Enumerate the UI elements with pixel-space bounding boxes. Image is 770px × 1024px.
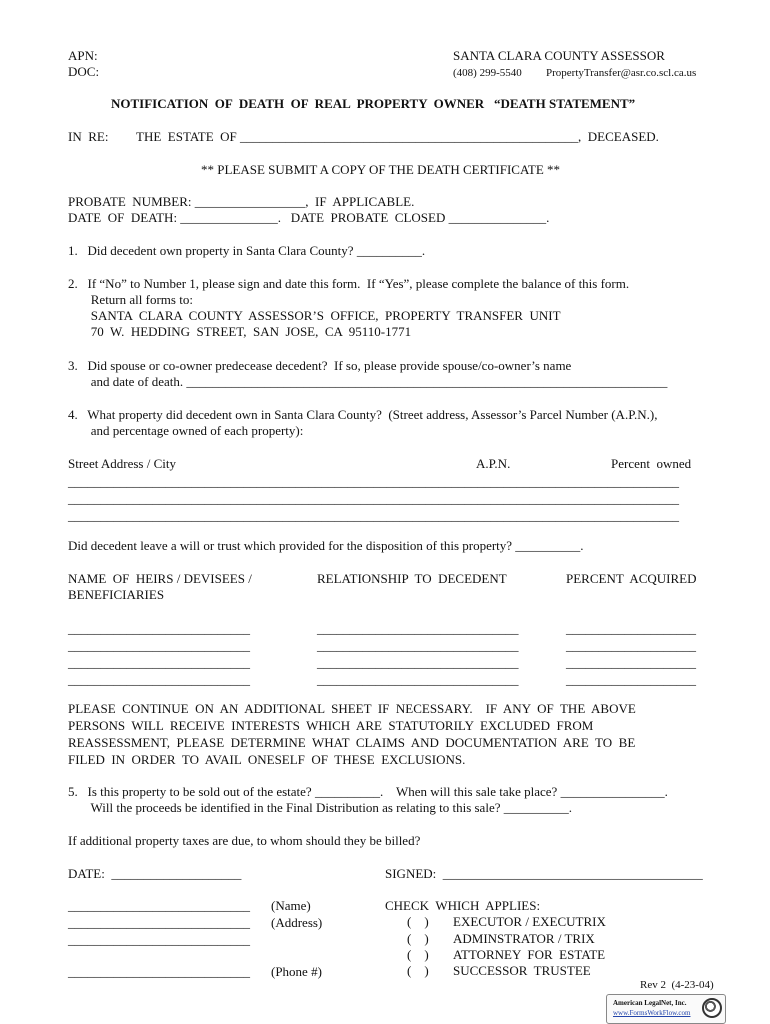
in-re-label: IN RE: bbox=[68, 129, 109, 144]
heir-name-line[interactable]: ____________________________ bbox=[68, 655, 250, 670]
phone-label: (Phone #) bbox=[271, 964, 322, 979]
property-row-line[interactable]: ______________________________________________________________________________________________ bbox=[68, 491, 679, 506]
phone-line[interactable]: ____________________________ bbox=[68, 964, 250, 979]
page-title: NOTIFICATION OF DEATH OF REAL PROPERTY OWNER “DEATH STATEMENT” bbox=[111, 96, 636, 111]
date-field[interactable]: DATE: ____________________ bbox=[68, 866, 242, 881]
checkbox-attorney[interactable]: ( ) bbox=[407, 947, 429, 962]
logo-company: American LegalNet, Inc. bbox=[613, 999, 687, 1007]
option-executor: EXECUTOR / EXECUTRIX bbox=[453, 914, 606, 929]
checkbox-administrator[interactable]: ( ) bbox=[407, 931, 429, 946]
heir-relationship-line[interactable]: _______________________________ bbox=[317, 621, 519, 636]
question-2-line-3: SANTA CLARA COUNTY ASSESSOR’S OFFICE, PROPERTY TRANSFER UNIT bbox=[68, 308, 561, 323]
check-which-applies-title: CHECK WHICH APPLIES: bbox=[385, 898, 541, 913]
american-legalnet-logo bbox=[606, 994, 726, 1024]
col-street-address: Street Address / City bbox=[68, 456, 176, 471]
question-2-line-4: 70 W. HEDDING STREET, SAN JOSE, CA 95110-1771 bbox=[68, 324, 412, 339]
checkbox-successor-trustee[interactable]: ( ) bbox=[407, 963, 429, 978]
name-line[interactable]: ____________________________ bbox=[68, 898, 250, 913]
revision-label: Rev 2 (4-23-04) bbox=[640, 979, 714, 991]
heir-name-line[interactable]: ____________________________ bbox=[68, 672, 250, 687]
question-5-line-1[interactable]: 5. Is this property to be sold out of the estate? __________. When will this sale take place? ________________. bbox=[68, 784, 668, 799]
heir-relationship-line[interactable]: _______________________________ bbox=[317, 655, 519, 670]
heir-name-line[interactable]: ____________________________ bbox=[68, 638, 250, 653]
doc-label: DOC: bbox=[68, 64, 100, 79]
exclusion-notice-2: PERSONS WILL RECEIVE INTERESTS WHICH ARE STATUTORILY EXCLUDED FROM bbox=[68, 718, 594, 733]
question-1[interactable]: 1. Did decedent own property in Santa Clara County? __________. bbox=[68, 243, 426, 258]
globe-icon bbox=[702, 998, 722, 1018]
question-4-line-2: and percentage owned of each property): bbox=[68, 423, 304, 438]
address-line-2[interactable]: ____________________________ bbox=[68, 932, 250, 947]
exclusion-notice-4: FILED IN ORDER TO AVAIL ONESELF OF THESE EXCLUSIONS. bbox=[68, 752, 466, 767]
question-4-line-1: 4. What property did decedent own in Santa Clara County? (Street address, Assessor’s Parcel Number (A.P.N.), bbox=[68, 407, 658, 422]
signed-field[interactable]: SIGNED: ________________________________________ bbox=[385, 866, 703, 881]
question-5-line-2[interactable]: Will the proceeds be identified in the Final Distribution as relating to this sale? __________. bbox=[68, 800, 572, 815]
probate-number-line[interactable]: PROBATE NUMBER: _________________, IF APPLICABLE. bbox=[68, 194, 415, 209]
logo-link[interactable]: www.FormsWorkFlow.com bbox=[613, 1009, 691, 1017]
option-successor-trustee: SUCCESSOR TRUSTEE bbox=[453, 963, 591, 978]
will-trust-question[interactable]: Did decedent leave a will or trust which provided for the disposition of this property? __________. bbox=[68, 538, 584, 553]
checkbox-executor[interactable]: ( ) bbox=[407, 914, 429, 929]
address-line[interactable]: ____________________________ bbox=[68, 915, 250, 930]
estate-line[interactable]: THE ESTATE OF ____________________________________________________, DECEASED. bbox=[136, 129, 659, 144]
question-2-line-2: Return all forms to: bbox=[68, 292, 193, 307]
heir-relationship-line[interactable]: _______________________________ bbox=[317, 672, 519, 687]
col-percent-acquired: PERCENT ACQUIRED bbox=[566, 571, 697, 586]
col-relationship: RELATIONSHIP TO DECEDENT bbox=[317, 571, 507, 586]
apn-label: APN: bbox=[68, 48, 98, 63]
property-row-line[interactable]: ______________________________________________________________________________________________ bbox=[68, 508, 679, 523]
col-apn: A.P.N. bbox=[476, 456, 511, 471]
taxes-billing-question: If additional property taxes are due, to whom should they be billed? bbox=[68, 833, 421, 848]
heir-name-line[interactable]: ____________________________ bbox=[68, 621, 250, 636]
heir-percent-line[interactable]: ____________________ bbox=[566, 621, 696, 636]
question-3-line-2[interactable]: and date of death. __________________________________________________________________________ bbox=[68, 374, 668, 389]
office-name: SANTA CLARA COUNTY ASSESSOR bbox=[453, 48, 665, 63]
name-label: (Name) bbox=[271, 898, 311, 913]
col-heirs-name: NAME OF HEIRS / DEVISEES / bbox=[68, 571, 252, 586]
col-percent-owned: Percent owned bbox=[611, 456, 692, 471]
address-label: (Address) bbox=[271, 915, 323, 930]
question-3-line-1: 3. Did spouse or co-owner predecease decedent? If so, please provide spouse/co-owner’s name bbox=[68, 358, 572, 373]
office-email: PropertyTransfer@asr.co.scl.ca.us bbox=[546, 67, 697, 79]
option-administrator: ADMINSTRATOR / TRIX bbox=[453, 931, 595, 946]
question-2-line-1: 2. If “No” to Number 1, please sign and date this form. If “Yes”, please complete the balance of this form. bbox=[68, 276, 630, 291]
col-heirs-name-2: BENEFICIARIES bbox=[68, 587, 165, 602]
exclusion-notice-3: REASSESSMENT, PLEASE DETERMINE WHAT CLAIMS AND DOCUMENTATION ARE TO BE bbox=[68, 735, 636, 750]
option-attorney: ATTORNEY FOR ESTATE bbox=[453, 947, 606, 962]
date-of-death-line[interactable]: DATE OF DEATH: _______________. DATE PROBATE CLOSED _______________. bbox=[68, 210, 550, 225]
office-phone: (408) 299-5540 bbox=[453, 67, 522, 79]
property-row-line[interactable]: ______________________________________________________________________________________________ bbox=[68, 474, 679, 489]
heir-percent-line[interactable]: ____________________ bbox=[566, 672, 696, 687]
heir-percent-line[interactable]: ____________________ bbox=[566, 655, 696, 670]
heir-relationship-line[interactable]: _______________________________ bbox=[317, 638, 519, 653]
exclusion-notice-1: PLEASE CONTINUE ON AN ADDITIONAL SHEET IF NECESSARY. IF ANY OF THE ABOVE bbox=[68, 701, 636, 716]
heir-percent-line[interactable]: ____________________ bbox=[566, 638, 696, 653]
death-certificate-notice: ** PLEASE SUBMIT A COPY OF THE DEATH CERTIFICATE ** bbox=[201, 162, 561, 177]
